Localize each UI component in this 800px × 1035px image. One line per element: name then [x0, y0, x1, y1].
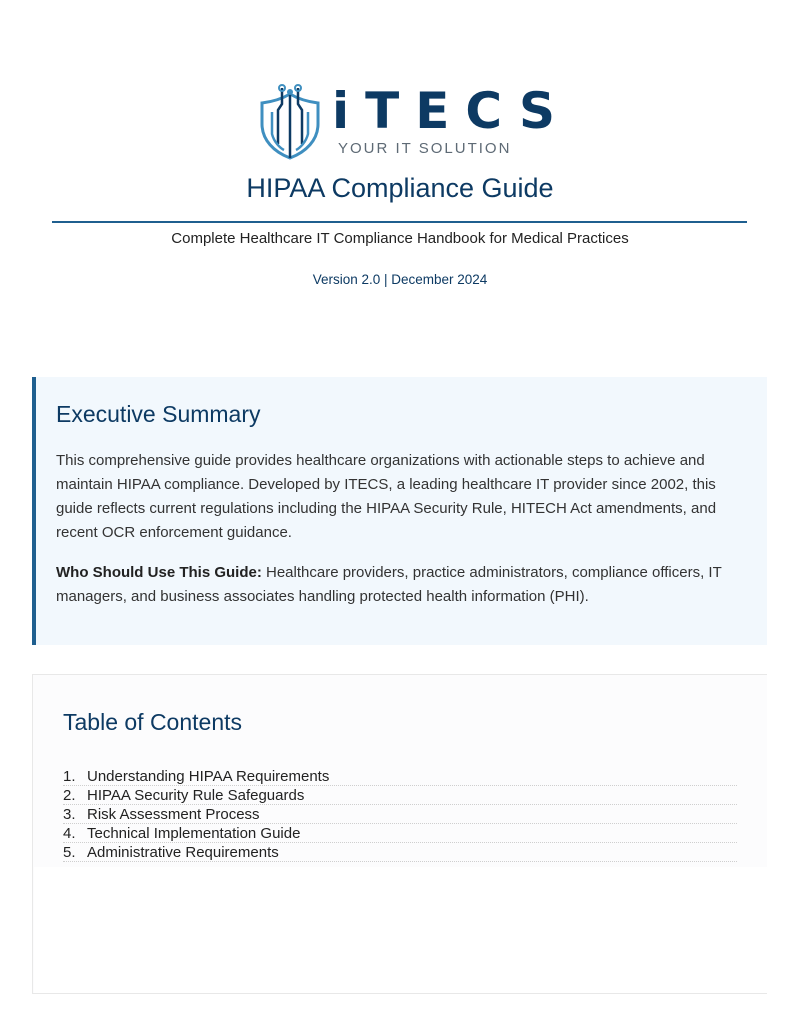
itecs-logo	[260, 82, 572, 164]
toc-item[interactable]	[63, 824, 737, 843]
toc-item[interactable]	[63, 843, 737, 862]
audience-label: Who Should Use This Guide:	[56, 564, 262, 581]
executive-summary-heading: Executive Summary	[56, 401, 261, 427]
toc-item-label: Risk Assessment Process	[87, 806, 260, 823]
audience-paragraph	[56, 561, 745, 609]
toc-item-label: HIPAA Security Rule Safeguards	[87, 787, 305, 804]
toc-item-number: 4.	[63, 825, 76, 842]
toc-heading: Table of Contents	[63, 709, 243, 735]
toc-item-number: 5.	[63, 844, 76, 861]
toc-leader	[63, 861, 737, 862]
logo-wordmark: iTECS	[332, 82, 572, 140]
page-title: HIPAA Compliance Guide	[246, 173, 554, 203]
logo-tagline: YOUR IT SOLUTION	[338, 140, 512, 157]
toc-list	[63, 767, 737, 862]
audience-text: Healthcare providers, practice administrators, compliance officers, IT managers, and business associates handling protected health information (PHI).	[56, 564, 722, 605]
executive-summary-section	[32, 377, 767, 645]
toc-item-number: 3.	[63, 806, 76, 823]
toc-blank-area	[34, 867, 767, 993]
title-divider	[52, 221, 747, 223]
toc-item-label: Administrative Requirements	[87, 844, 279, 861]
version-label: Version 2.0 | December 2024	[312, 272, 488, 287]
toc-item-number: 2.	[63, 787, 76, 804]
table-of-contents	[32, 674, 767, 994]
executive-summary-paragraph: This comprehensive guide provides healthcare organizations with actionable steps to achieve and maintain HIPAA compliance. Developed by ITECS, a leading healthcare IT provider since 2002, this guide reflects current regulations including the HIPAA Security Rule, HITECH Act amendments, and recent OCR enforcement guidance.	[56, 452, 717, 541]
toc-item[interactable]	[63, 767, 737, 786]
shield-circuit-icon	[260, 84, 320, 164]
page-subtitle: Complete Healthcare IT Compliance Handbook for Medical Practices	[171, 230, 629, 247]
toc-item-label: Understanding HIPAA Requirements	[87, 768, 330, 785]
toc-item-label: Technical Implementation Guide	[87, 825, 301, 842]
toc-item-number: 1.	[63, 768, 76, 785]
toc-item[interactable]	[63, 786, 737, 805]
toc-item[interactable]	[63, 805, 737, 824]
